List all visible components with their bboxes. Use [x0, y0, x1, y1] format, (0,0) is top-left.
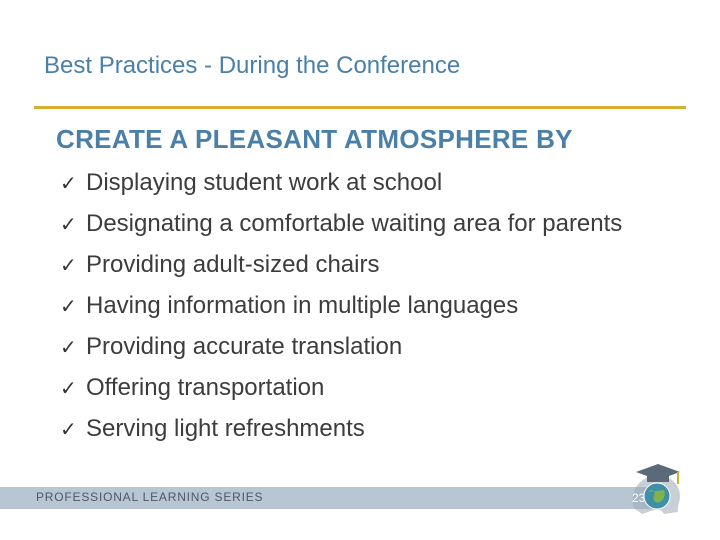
check-icon: ✓ [60, 253, 77, 277]
list-item [60, 369, 660, 407]
title-divider [34, 106, 686, 109]
list-item-text: Having information in multiple languages [86, 292, 519, 319]
check-icon: ✓ [60, 212, 77, 236]
list-item-text: Providing adult-sized chairs [86, 251, 380, 278]
checklist [60, 164, 660, 451]
section-heading: CREATE A PLEASANT ATMOSPHERE BY [56, 124, 573, 154]
list-item [60, 287, 660, 325]
list-item [60, 328, 660, 366]
slide-title: Best Practices - During the Conference [44, 52, 461, 79]
list-item-text: Displaying student work at school [86, 169, 443, 196]
check-icon: ✓ [60, 417, 77, 441]
check-icon: ✓ [60, 171, 77, 195]
check-icon: ✓ [60, 335, 77, 359]
graduation-head-logo-icon [620, 458, 690, 518]
list-item-text: Serving light refreshments [86, 415, 365, 442]
list-item-text: Designating a comfortable waiting area for parents [86, 210, 623, 237]
list-item [60, 246, 660, 284]
check-icon: ✓ [60, 294, 77, 318]
list-item [60, 205, 660, 243]
footer-series-label: PROFESSIONAL LEARNING SERIES [36, 490, 264, 504]
list-item-text: Offering transportation [86, 374, 325, 401]
check-icon: ✓ [60, 376, 77, 400]
list-item [60, 410, 660, 448]
list-item [60, 164, 660, 202]
list-item-text: Providing accurate translation [86, 333, 403, 360]
page-number: 23 [632, 491, 646, 505]
